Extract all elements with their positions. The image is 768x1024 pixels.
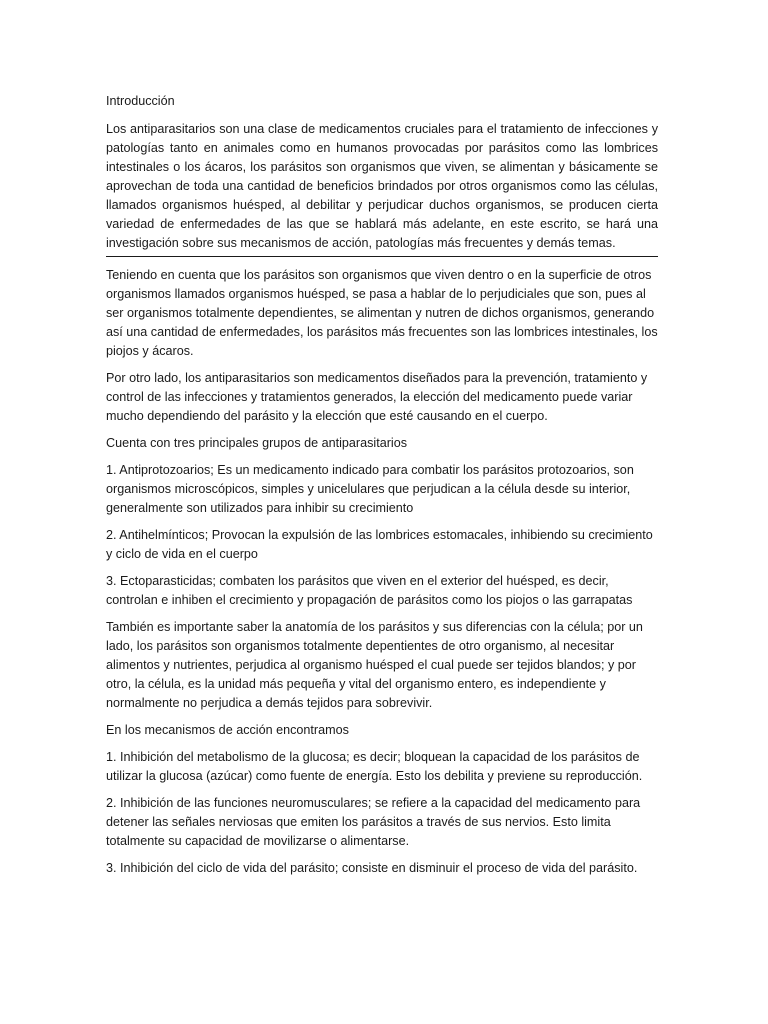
paragraph-parasites-overview: Teniendo en cuenta que los parásitos son organismos que viven dentro o en la superficie de otros organismos llamados organismos huésped, se pasa a hablar de lo perjudiciales que son, pues al ser organismos totalmente dependientes, se alimentan y nutren de dichos organismos, generando así una cantidad de enfermedades, los parásitos más frecuentes son las lombrices intestinales, los piojos y ácaros. [106,268,658,358]
paragraph-mechanisms-heading: En los mecanismos de acción encontramos [106,723,349,737]
paragraph-anatomy-comparison: También es importante saber la anatomía de los parásitos y sus diferencias con la célula; por un lado, los parásitos son organismos totalmente depentientes de otro organismo, al necesitar alimentos y nutrientes, perjudica al organismo huésped el cual puede ser tejidos blandos; y por otro, la célula, es la unidad más pequeña y vital del organismo entero, es independiente y normalmente no perjudica a demás tejidos para sobrevivir. [106,620,643,710]
paragraph-antiparasitics-definition: Por otro lado, los antiparasitarios son medicamentos diseñados para la prevención, tratamiento y control de las infecciones y tratamientos generados, la elección del medicamento puede variar mucho dependiendo del parásito y la elección que esté causando en el cuerpo. [106,371,648,423]
list-item-ectoparasticidas: 3. Ectoparasticidas; combaten los parásitos que viven en el exterior del huésped, es decir, controlan e inhiben el crecimiento y propagación de parásitos como los piojos o las garrapatas [106,574,633,607]
intro-paragraph: Los antiparasitarios son una clase de medicamentos cruciales para el tratamiento de infecciones y patologías tanto en animales como en humanos provocadas por parásitos como las lombrices intestinales o los ácaros, los parásitos son organismos que viven, se alimentan y básicamente se aprovechan de toda una cantidad de beneficios brindados por otros organismos como las células, llamados organismos huésped, al debilitar y perjudicar duchos organismos, se producen cierta variedad de enfermedades de las que se hablará más adelante, en este escrito, se hará una investigación sobre sus mecanismos de acción, patologías más frecuentes y demás temas. [106,122,658,250]
document-page [106,92,658,886]
list-item-lifecycle-inhibition: 3. Inhibición del ciclo de vida del parásito; consiste en disminuir el proceso de vida del parásito. [106,861,638,875]
list-item-antiprotozoarios: 1. Antiprotozoarios; Es un medicamento indicado para combatir los parásitos protozoarios, son organismos microscópicos, simples y unicelulares que perjudican a la célula desde su interior, generalmente son utilizados para inhibir su crecimiento [106,463,634,515]
list-item-glucose-inhibition: 1. Inhibición del metabolismo de la glucosa; es decir; bloquean la capacidad de los parásitos de utilizar la glucosa (azúcar) como fuente de energía. Esto los debilita y previene su reproducción. [106,750,643,783]
section-divider [106,256,658,257]
document-title: Introducción [106,94,175,108]
paragraph-groups-heading: Cuenta con tres principales grupos de antiparasitarios [106,436,408,450]
list-item-antihelminticos: 2. Antihelmínticos; Provocan la expulsión de las lombrices estomacales, inhibiendo su crecimiento y ciclo de vida en el cuerpo [106,528,653,561]
list-item-neuromuscular-inhibition: 2. Inhibición de las funciones neuromusculares; se refiere a la capacidad del medicamento para detener las señales nerviosas que emiten los parásitos a través de sus nervios. Esto limita totalmente su capacidad de movilizarse o alimentarse. [106,796,641,848]
